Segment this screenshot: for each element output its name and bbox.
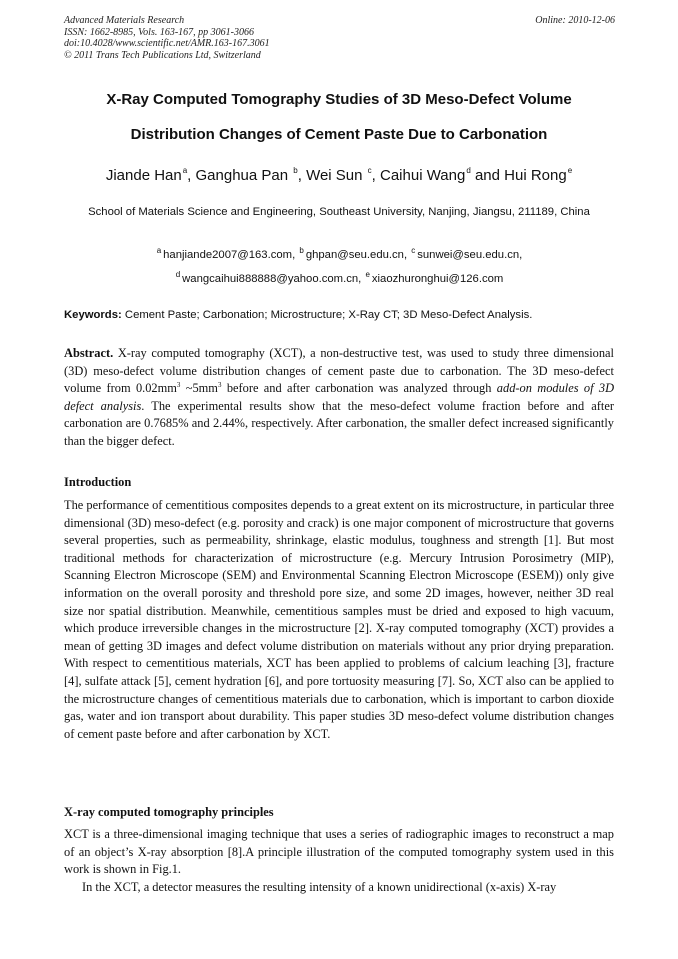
email-mark: b (299, 246, 304, 255)
online-date (535, 15, 615, 27)
keywords-label: Keywords: (64, 309, 122, 321)
xct-principles-body (64, 826, 614, 896)
author-affil-mark: a (182, 166, 188, 175)
abstract-text-3: before and after carbonation was analyzed through (226, 381, 492, 396)
copyright-line: © 2011 Trans Tech Publications Ltd, Switzerland (64, 49, 261, 61)
online-date-text: Online: 2010-12-06 (535, 15, 615, 26)
email-link[interactable]: ghpan@seu.edu.cn, (305, 249, 408, 261)
author-list: Jiande Han$^a$, Ganghua Pan $^b$, Wei Sun $^c$, Caihui Wang$^d$ and Hui Rong$^e$ (105, 166, 573, 184)
keywords (64, 309, 615, 321)
journal-header (64, 15, 270, 61)
abstract-text-1: X-ray computed tomography (XCT), a non-destructive test, was used to study three dimensional (3D) meso-defect volume distribution changes of cement paste due to carbonation. The 3D meso-defect volume from 0.02mm (64, 346, 614, 396)
cubic-superscript: 3 (176, 381, 181, 390)
abstract (64, 345, 614, 451)
paragraph: The performance of cementitious composites depends to a great extent on its microstructure, in particular three dimensional (3D) meso-defect (e.g. porosity and crack) is one major component of microstructure that governs several properties, such as permeability, shrinkage, elastic modulus, toughness and strength [1]. But most traditional methods for characterization of microstructure (e.g. Mercury Intrusion Porosimetry (MIP), Scanning Electron Microscope (SEM) and Environmental Scanning Electron Microscope (ESEM)) only give information on the overall porosity and threshold pore size, and some 2D images, however, neither 3D real size nor spatial distribution. Meanwhile, cementitious samples must be dried and exposed to high vacuum, which produce irreversible changes in the microstructure [2]. X-ray computed tomography (XCT) provides a mean of getting 3D images and defect volume distribution on materials without any prior drying preparation. With respect to cementitious materials, XCT has been applied to problems of calcium leaching [3], fracture [4], sulfate attack [5], cement hydration [6], and pore tortuosity measuring [7]. So, XCT also can be applied to the microstructure changes of cementitious materials due to carbonation, which is important to carbon dioxide gas, water and ion transport about durability. This paper studies 3D meso-defect volume distribution changes of cement paste before and after carbonation by XCT. (64, 498, 614, 741)
affiliation: School of Materials Science and Engineering, Southeast University, Nanjing, Jiangsu, 211189, China (88, 206, 590, 218)
author-name: Ganghua Pan (195, 167, 289, 184)
author-name: Caihui Wang (380, 167, 466, 184)
doi-line: doi:10.4028/www.scientific.net/AMR.163-167.3061 (64, 38, 270, 49)
author-name: Jiande Han (105, 167, 182, 184)
issn-line: ISSN: 1662-8985, Vols. 163-167, pp 3061-3066 (64, 26, 254, 38)
author-name: Wei Sun (306, 167, 363, 184)
email-mark: a (156, 246, 162, 255)
section-heading-xct-principles: X-ray computed tomography principles (64, 805, 274, 819)
abstract-text-2: ~5mm (185, 381, 218, 396)
author-affil-mark: c (367, 166, 372, 175)
introduction-body (64, 497, 614, 743)
author-name: Hui Rong (504, 167, 567, 184)
paper-title-line-2: Distribution Changes of Cement Paste Due to Carbonation (130, 126, 548, 143)
journal-name: Advanced Materials Research (64, 15, 185, 26)
email-link[interactable]: wangcaihui888888@yahoo.com.cn, (182, 273, 362, 285)
abstract-label: Abstract. (64, 346, 114, 360)
author-affil-mark: b (293, 166, 298, 175)
email-link[interactable]: sunwei@seu.edu.cn, (417, 249, 523, 261)
abstract-italic: add-on modules of 3D defect analysis (64, 381, 615, 413)
paragraph: In the XCT, a detector measures the resulting intensity of a known unidirectional (x-axis) X-ray (82, 879, 557, 894)
email-line-1 (20, 246, 658, 261)
email-line-2 (20, 270, 658, 285)
author-affil-mark: e (567, 166, 573, 175)
author-affil-mark: d (466, 166, 471, 175)
email-mark: d (175, 270, 181, 279)
keywords-text: Cement Paste; Carbonation; Microstructure; X-Ray CT; 3D Meso-Defect Analysis. (124, 309, 533, 321)
email-mark: c (411, 246, 416, 255)
paper-title-line-1: X-Ray Computed Tomography Studies of 3D Meso-Defect Volume (106, 91, 572, 108)
section-heading-introduction: Introduction (64, 475, 132, 489)
email-link[interactable]: hanjiande2007@163.com, (163, 249, 296, 261)
email-mark: e (365, 270, 370, 279)
abstract-text-4: . The experimental results show that the meso-defect volume fraction before and after carbonation are 0.7685% and 2.44%, respectively. After carbonation, the smaller defect increased significantly than the bigger defect. (64, 398, 614, 448)
paragraph: XCT is a three-dimensional imaging technique that uses a series of radiographic images to reconstruct a map of an object’s X-ray absorption [8].A principle illustration of the computed tomography system used in this work is shown in Fig.1. (64, 827, 614, 877)
email-link[interactable]: xiaozhuronghui@126.com (371, 273, 504, 285)
cubic-superscript: 3 (217, 381, 222, 390)
